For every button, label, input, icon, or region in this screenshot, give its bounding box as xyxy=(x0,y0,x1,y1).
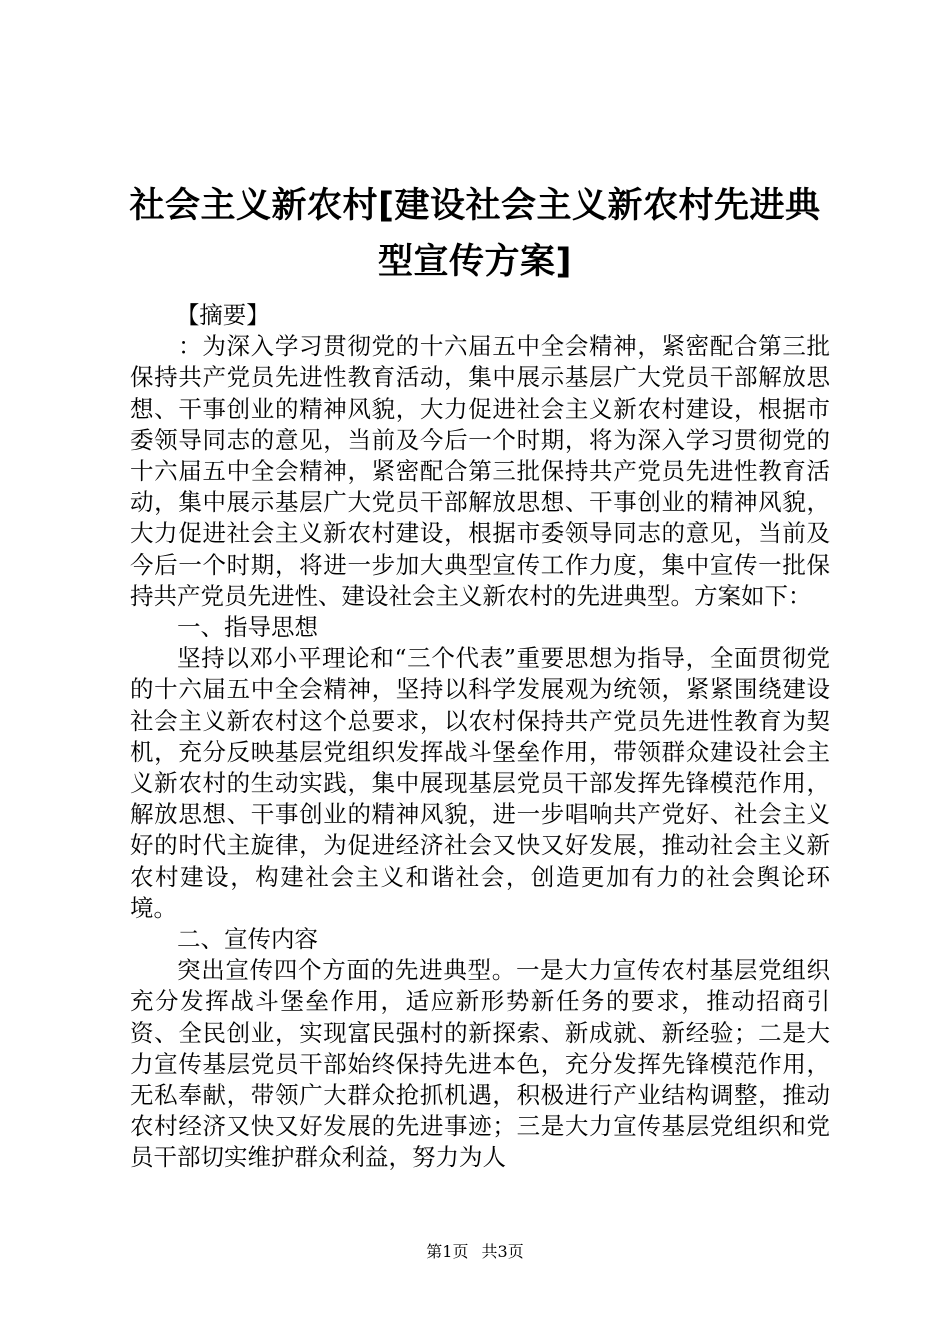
page-footer xyxy=(0,1240,950,1264)
page-total: 共3页 xyxy=(481,1242,524,1261)
guiding-thought-paragraph: 坚持以邓小平理论和“三个代表”重要思想为指导，全面贯彻党的十六届五中全会精神，坚持以科学发展观为统领，紧紧围绕建设社会主义新农村这个总要求，以农村保持共产党员先进性教育为契机，充分反映基层党组织发挥战斗堡垒作用，带领群众建设社会主义新农村的生动实践，集中展现基层党员干部发挥先锋模范作用，解放思想、干事创业的精神风貌，进一步唱响共产党好、社会主义好的时代主旋律，为促进经济社会又快又好发展，推动社会主义新农村建设，构建社会主义和谐社会，创造更加有力的社会舆论环境。 xyxy=(130,644,830,922)
section-heading-guiding-thought: 一、指导思想 xyxy=(177,613,318,642)
page-number: 第1页 xyxy=(426,1242,469,1261)
abstract-paragraph: ：为深入学习贯彻党的十六届五中全会精神，紧密配合第三批保持共产党员先进性教育活动，集中展示基层广大党员干部解放思想、干事创业的精神风貌，大力促进社会主义新农村建设，根据市委领导同志的意见，当前及今后一个时期，将为深入学习贯彻党的十六届五中全会精神，紧密配合第三批保持共产党员先进性教育活动，集中展示基层广大党员干部解放思想、干事创业的精神风貌，大力促进社会主义新农村建设，根据市委领导同志的意见，当前及今后一个时期，将进一步加大典型宣传工作力度，集中宣传一批保持共产党员先进性、建设社会主义新农村的先进典型。方案如下： xyxy=(130,332,830,610)
document-body xyxy=(130,300,830,1174)
document-title: 社会主义新农村[建设社会主义新农村先进典型宣传方案] xyxy=(129,186,821,282)
publicity-content-paragraph: 突出宣传四个方面的先进典型。一是大力宣传农村基层党组织充分发挥战斗堡垒作用，适应新形势新任务的要求，推动招商引资、全民创业，实现富民强村的新探索、新成就、新经验；二是大力宣传基层党员干部始终保持先进本色，充分发挥先锋模范作用，无私奉献，带领广大群众抢抓机遇，积极进行产业结构调整，推动农村经济又快又好发展的先进事迹；三是大力宣传基层党组织和党员干部切实维护群众利益，努力为人 xyxy=(130,956,830,1172)
abstract-label: 【摘要】 xyxy=(175,301,270,329)
section-heading-publicity-content: 二、宣传内容 xyxy=(177,925,318,954)
